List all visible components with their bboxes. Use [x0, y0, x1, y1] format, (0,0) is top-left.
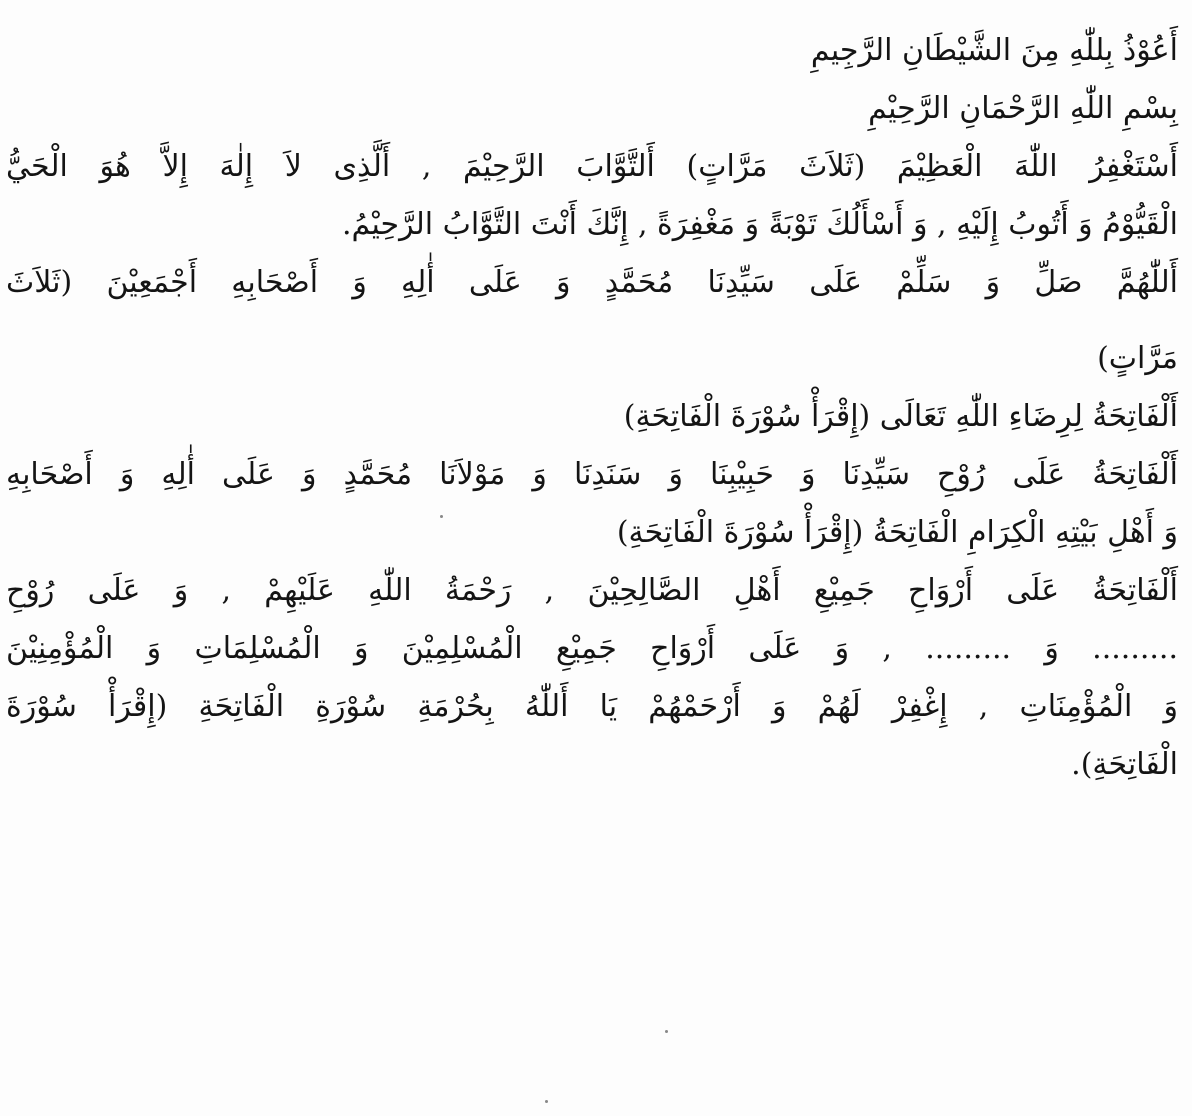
text-line-basmala: بِسْمِ اللّٰهِ الرَّحْمَانِ الرَّحِيْمِ — [868, 91, 1178, 126]
text-line-fatiha-3: أَلْفَاتِحَةُ عَلَى أَرْوَاحِ جَمِيْعِ أَهْلِ الصَّالِحِيْنَ , رَحْمَةُ اللّٰهِ عَلَيْهِمْ , وَ عَلَى رُوْحِ — [6, 573, 1178, 608]
scan-speck — [545, 1100, 548, 1103]
text-line-salawat-cont: مَرَّاتٍ) — [1097, 341, 1178, 376]
scan-speck — [665, 1030, 668, 1033]
scan-speck — [440, 515, 443, 518]
text-line-istighfar: أَسْتَغْفِرُ اللّٰهَ الْعَظِيْمَ (ثَلاَثَ مَرَّاتٍ) أَلتَّوَّابَ الرَّحِيْمَ , أَلَّذِى لاَ إِلٰهَ إِلاَّ هُوَ الْحَيُّ — [6, 149, 1178, 184]
text-line-istighfar-cont: الْقَيُّوْمُ وَ أَتُوبُ إِلَيْهِ , وَ أَسْأَلُكَ تَوْبَةً وَ مَغْفِرَةً , إِنَّكَ أَنْتَ التَّوَّابُ الرَّحِيْمُ. — [341, 207, 1178, 242]
text-line-salawat: أَللّٰهُمَّ صَلِّ وَ سَلِّمْ عَلَى سَيِّدِنَا مُحَمَّدٍ وَ عَلَى أٰلِهِ وَ أَصْحَابِهِ أَجْمَعِيْنَ (ثَلاَثَ — [6, 265, 1178, 300]
arabic-text-block — [6, 22, 1178, 794]
text-line-taawwudh: أَعُوْذُ بِللّٰهِ مِنَ الشَّيْطَانِ الرَّجِيمِ — [810, 33, 1178, 68]
text-line-fatiha-1: أَلْفَاتِحَةُ لِرِضَاءِ اللّٰهِ تَعَالَى (إِقْرَأْ سُوْرَةَ الْفَاتِحَةِ) — [623, 399, 1178, 434]
text-line-fatiha-2: أَلْفَاتِحَةُ عَلَى رُوْحِ سَيِّدِنَا وَ حَبِيْبِنَا وَ سَنَدِنَا وَ مَوْلاَنَا مُحَمَّدٍ وَ عَلَى أٰلِهِ وَ أَصْحَابِهِ — [6, 457, 1178, 492]
text-line-fatiha-2-cont: وَ أَهْلِ بَيْتِهِ الْكِرَامِ الْفَاتِحَةُ (إِقْرَأْ سُوْرَةَ الْفَاتِحَةِ) — [616, 515, 1178, 550]
text-line-fatiha-3-end: الْفَاتِحَةِ). — [1071, 747, 1178, 782]
text-line-fatiha-3-cont: ......... وَ ......... , وَ عَلَى أَرْوَاحِ جَمِيْعِ الْمُسْلِمِيْنَ وَ الْمُسْلِمَاتِ وَ الْمُؤْمِنِيْنَ — [6, 631, 1178, 666]
text-line-fatiha-3-cont2: وَ الْمُؤْمِنَاتِ , إِغْفِرْ لَهُمْ وَ أَرْحَمْهُمْ يَا أَللّٰهُ بِحُرْمَةِ سُوْرَةِ الْفَاتِحَةِ (إِقْرَأْ سُوْرَةَ — [6, 689, 1178, 724]
